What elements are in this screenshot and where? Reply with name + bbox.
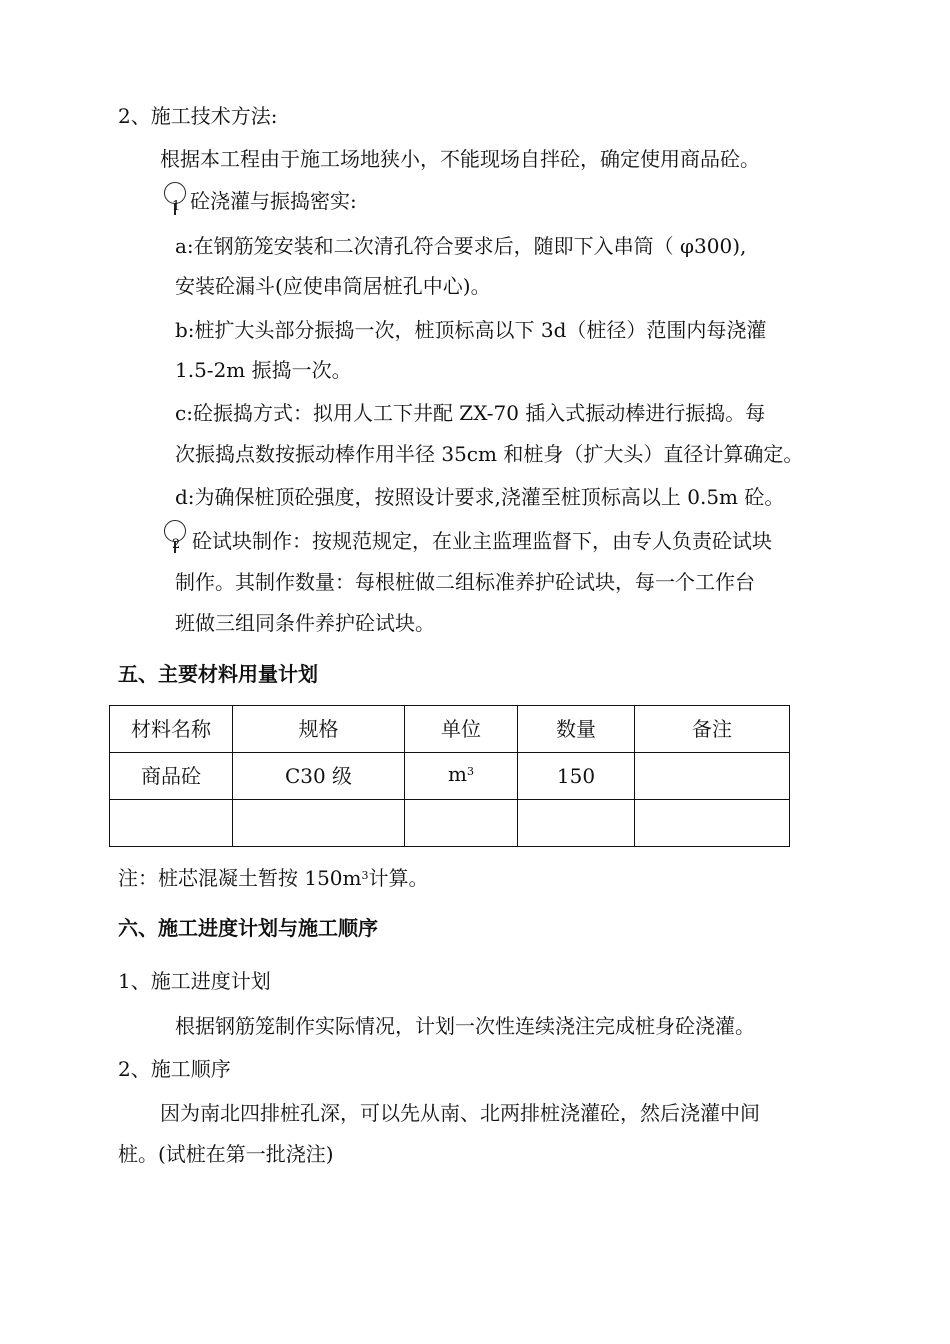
item-c-line-1: c:砼振捣方式：拟用人工下井配 ZX-70 插入式振动棒进行振捣。每 — [175, 401, 766, 425]
sequence-line-1: 因为南北四排桩孔深，可以先从南、北两排桩浇灌砼，然后浇灌中间 — [160, 1101, 760, 1125]
table-cell — [635, 800, 790, 847]
item-2-line-2: 制作。其制作数量：每根桩做二组标准养护砼试块，每一个工作台 — [175, 570, 755, 594]
table-header-row — [110, 706, 790, 753]
table-cell — [518, 800, 635, 847]
table-row — [110, 800, 790, 847]
schedule-body: 根据钢筋笼制作实际情况，计划一次性连续浇注完成桩身砼浇灌。 — [175, 1014, 755, 1038]
item-2-line-3: 班做三组同条件养护砼试块。 — [175, 611, 435, 635]
item-2-line-1: 砼试块制作：按规范规定，在业主监理监督下，由专人负责砼试块 — [192, 529, 772, 553]
note-text: 注：桩芯混凝土暂按 150m — [118, 866, 362, 890]
item-b-line-2: 1.5-2m 振捣一次。 — [175, 358, 352, 382]
sequence-title: 2、施工顺序 — [118, 1057, 231, 1081]
schedule-title: 1、施工进度计划 — [118, 969, 271, 993]
table-cell — [405, 753, 518, 800]
note-tail: 计算。 — [368, 866, 429, 890]
header-cell: 备注 — [635, 706, 790, 753]
item-b-line-1: b:桩扩大头部分振捣一次，桩顶标高以下 3d（桩径）范围内每浇灌 — [175, 318, 767, 342]
item-d-line-1: d:为确保桩顶砼强度，按照设计要求,浇灌至桩顶标高以上 0.5m 砼。 — [175, 485, 785, 509]
section-2-title: 2、施工技术方法: — [118, 104, 278, 128]
section-2-intro: 根据本工程由于施工场地狭小，不能现场自拌砼，确定使用商品砼。 — [160, 147, 760, 171]
table-note — [118, 864, 429, 896]
section-6-title: 六、施工进度计划与施工顺序 — [118, 916, 378, 940]
sequence-line-2: 桩。(试桩在第一批浇注) — [118, 1142, 334, 1166]
table-cell — [635, 753, 790, 800]
table-row — [110, 753, 790, 800]
item-1-title: 砼浇灌与振捣密实: — [190, 189, 357, 213]
item-a-line-1: a:在钢筋笼安装和二次清孔符合要求后，随即下入串筒（ φ300), — [175, 234, 747, 258]
item-c-line-2: 次振捣点数按振动棒作用半径 35cm 和桩身（扩大头）直径计算确定。 — [175, 442, 804, 466]
header-cell: 单位 — [405, 706, 518, 753]
note-superscript: 3 — [361, 869, 369, 882]
table-cell: 商品砼 — [110, 753, 233, 800]
table-cell — [110, 800, 233, 847]
header-cell: 材料名称 — [110, 706, 233, 753]
table-cell — [233, 800, 405, 847]
materials-table — [109, 705, 790, 847]
header-cell: 数量 — [518, 706, 635, 753]
table-cell — [405, 800, 518, 847]
table-cell: 150 — [518, 753, 635, 800]
unit-text: m — [448, 762, 467, 786]
unit-superscript: 3 — [466, 765, 474, 778]
table-cell: C30 级 — [233, 753, 405, 800]
item-a-line-2: 安装砼漏斗(应使串筒居桩孔中心)。 — [175, 274, 491, 298]
section-5-title: 五、主要材料用量计划 — [118, 662, 318, 686]
header-cell: 规格 — [233, 706, 405, 753]
